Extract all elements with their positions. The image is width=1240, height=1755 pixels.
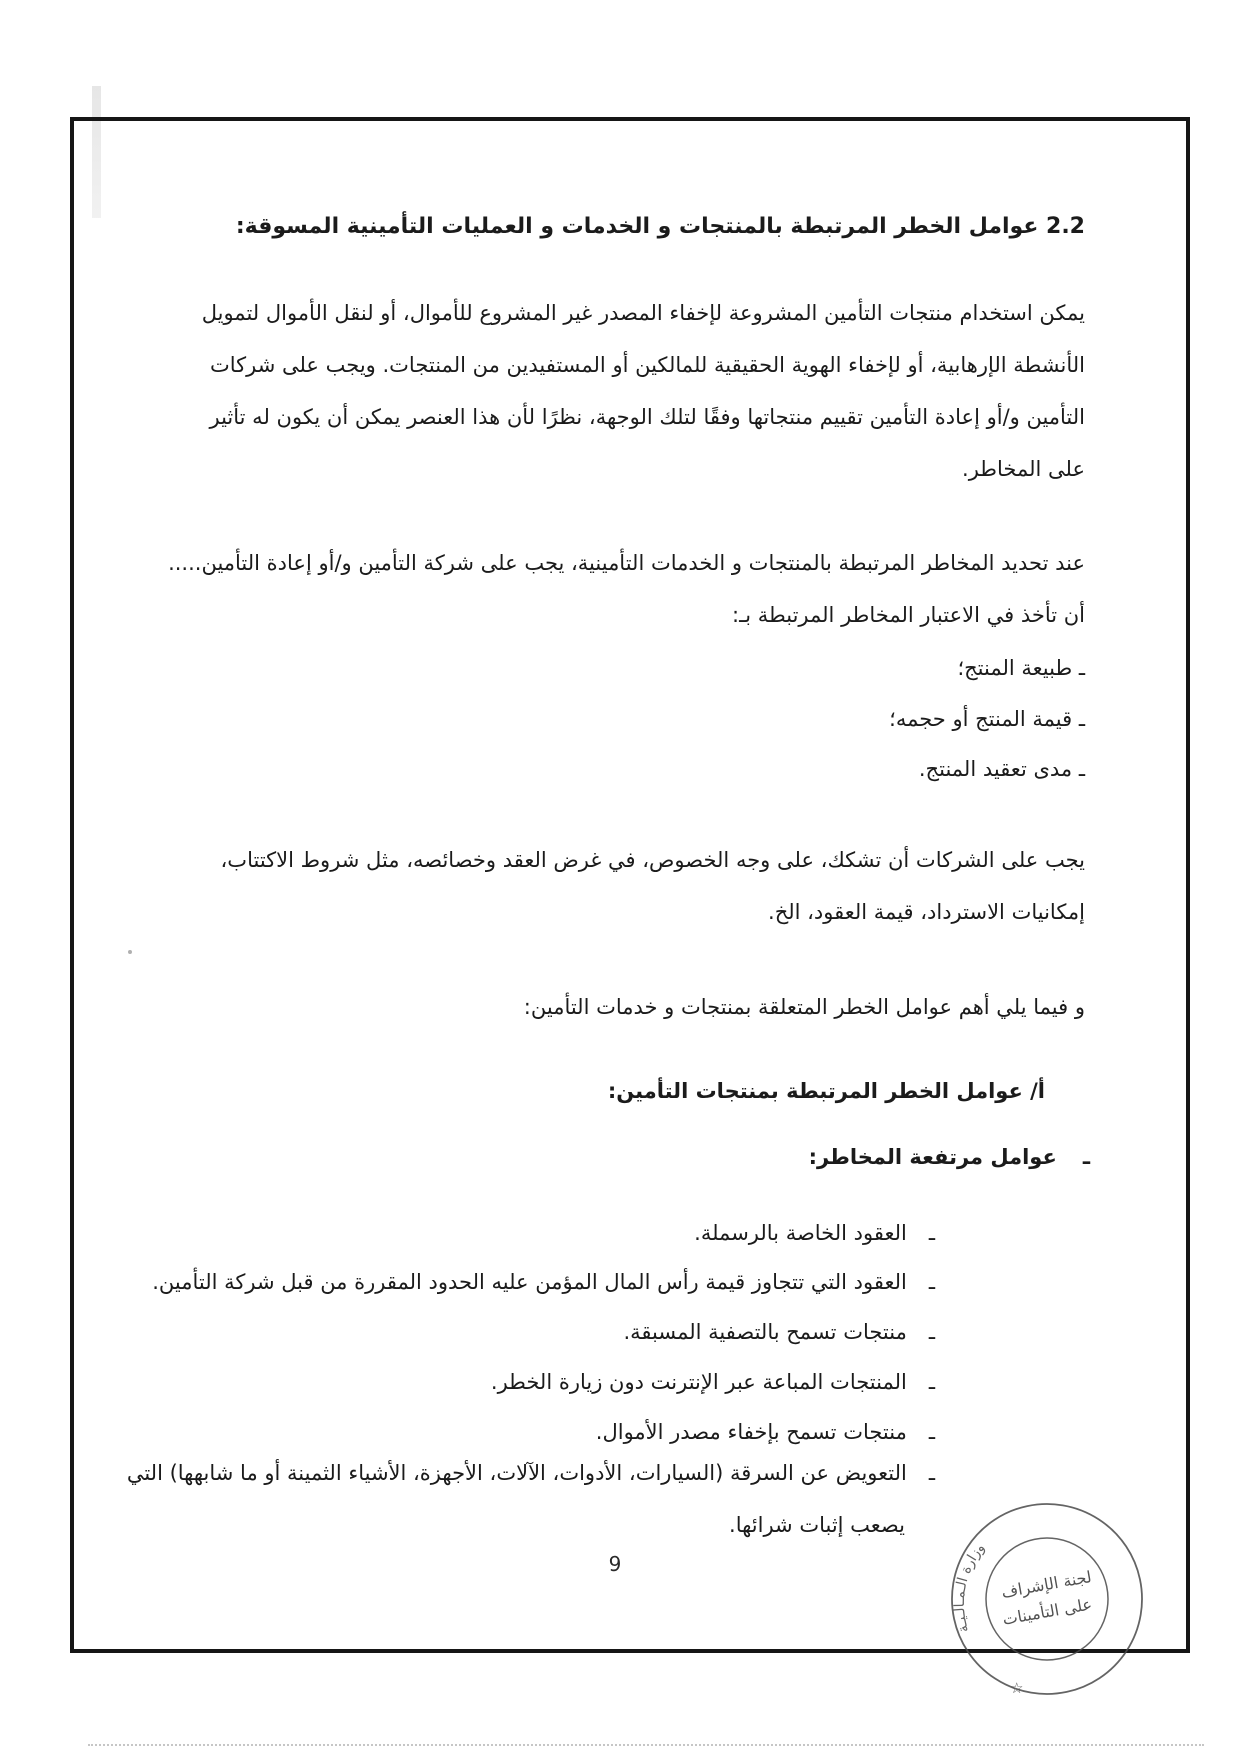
dash-bullet: ـ bbox=[928, 1221, 935, 1245]
dash-bullet: ـ bbox=[928, 1370, 935, 1394]
dash-bullet: ـ bbox=[928, 1461, 935, 1485]
risk-item-2 bbox=[152, 1265, 935, 1299]
dash-bullet: ـ bbox=[1082, 1145, 1090, 1169]
risk-item-text: منتجات تسمح بالتصفية المسبقة. bbox=[623, 1320, 907, 1344]
paragraph4: و فيما يلي أهم عوامل الخطر المتعلقة بمنتجات و خدمات التأمين: bbox=[523, 995, 1085, 1019]
paragraph1-line2: الأنشطة الإرهابية، أو لإخفاء الهوية الحقيقية للمالكين أو المستفيدين من المنتجات. ويجب على شركات bbox=[209, 353, 1085, 377]
risk-item-text: العقود التي تتجاوز قيمة رأس المال المؤمن عليه الحدود المقررة من قبل شركة التأمين. bbox=[152, 1270, 907, 1294]
dash-bullet: ـ bbox=[928, 1270, 935, 1294]
risk-item-4 bbox=[491, 1365, 935, 1399]
scan-artifact-dot bbox=[128, 950, 132, 954]
paragraph3-line1: يجب على الشركات أن تشكك، على وجه الخصوص، في غرض العقد وخصائصه، مثل شروط الاكتتاب، bbox=[220, 848, 1085, 872]
risk-item-text: التعويض عن السرقة (السيارات، الأدوات، الآلات، الأجهزة، الأشياء الثمينة أو ما شابهها) التي bbox=[126, 1461, 907, 1485]
dash-list-item-2: ـ قيمة المنتج أو حجمه؛ bbox=[889, 707, 1085, 731]
stamp-ring-text: وزارة الـمـالـيـة bbox=[951, 1539, 989, 1635]
stamp-outer-circle bbox=[934, 1486, 1159, 1711]
paragraph1-line4: على المخاطر. bbox=[962, 457, 1085, 481]
stamp-committee-line2: على التأمينات bbox=[1001, 1594, 1094, 1629]
paragraph1-line3: التأمين و/أو إعادة التأمين تقييم منتجاتها وفقًا لتلك الوجهة، نظرًا لأن هذا العنصر يمكن أن يكون له تأثير bbox=[209, 405, 1085, 429]
scan-edge-dotted-line bbox=[88, 1744, 1204, 1746]
dash-bullet: ـ bbox=[928, 1320, 935, 1344]
stamp-inner-circle bbox=[975, 1527, 1120, 1672]
dash-list-item-3: ـ مدى تعقيد المنتج. bbox=[918, 757, 1085, 781]
risk-subheading-label: عوامل مرتفعة المخاطر: bbox=[808, 1145, 1057, 1169]
official-round-stamp bbox=[925, 1478, 1169, 1732]
risk-item-1 bbox=[694, 1216, 935, 1250]
dash-bullet: ـ bbox=[928, 1420, 935, 1444]
page-number: 9 bbox=[608, 1552, 622, 1576]
risk-subheading bbox=[809, 1140, 1090, 1174]
risk-item-6-continuation: يصعب إثبات شرائها. bbox=[729, 1513, 905, 1537]
paragraph1-line1: يمكن استخدام منتجات التأمين المشروعة لإخفاء المصدر غير المشروع للأموال، أو لنقل الأموال لتمويل bbox=[201, 301, 1085, 325]
stamp-committee-line1: لجنة الإشراف bbox=[999, 1567, 1093, 1602]
dash-list-item-1: ـ طبيعة المنتج؛ bbox=[957, 656, 1085, 680]
paragraph2-line1: عند تحديد المخاطر المرتبطة بالمنتجات و الخدمات التأمينية، يجب على شركة التأمين و/أو إعادة التأمين..... bbox=[168, 551, 1085, 575]
risk-item-6 bbox=[127, 1456, 935, 1490]
stamp-star-icon: ☆ bbox=[1010, 1679, 1024, 1697]
subsection-heading: أ/ عوامل الخطر المرتبطة بمنتجات التأمين: bbox=[607, 1079, 1045, 1103]
risk-item-3 bbox=[623, 1315, 935, 1349]
section-heading: 2.2 عوامل الخطر المرتبطة بالمنتجات و الخدمات و العمليات التأمينية المسوقة: bbox=[235, 214, 1085, 239]
paragraph3-line2: إمكانيات الاسترداد، قيمة العقود، الخ. bbox=[768, 900, 1085, 924]
risk-item-text: منتجات تسمح بإخفاء مصدر الأموال. bbox=[595, 1420, 907, 1444]
risk-item-text: المنتجات المباعة عبر الإنترنت دون زيارة الخطر. bbox=[490, 1370, 907, 1394]
risk-item-5 bbox=[596, 1415, 935, 1449]
paragraph2-line2: أن تأخذ في الاعتبار المخاطر المرتبطة بـ: bbox=[732, 603, 1085, 627]
risk-item-text: العقود الخاصة بالرسملة. bbox=[694, 1221, 907, 1245]
